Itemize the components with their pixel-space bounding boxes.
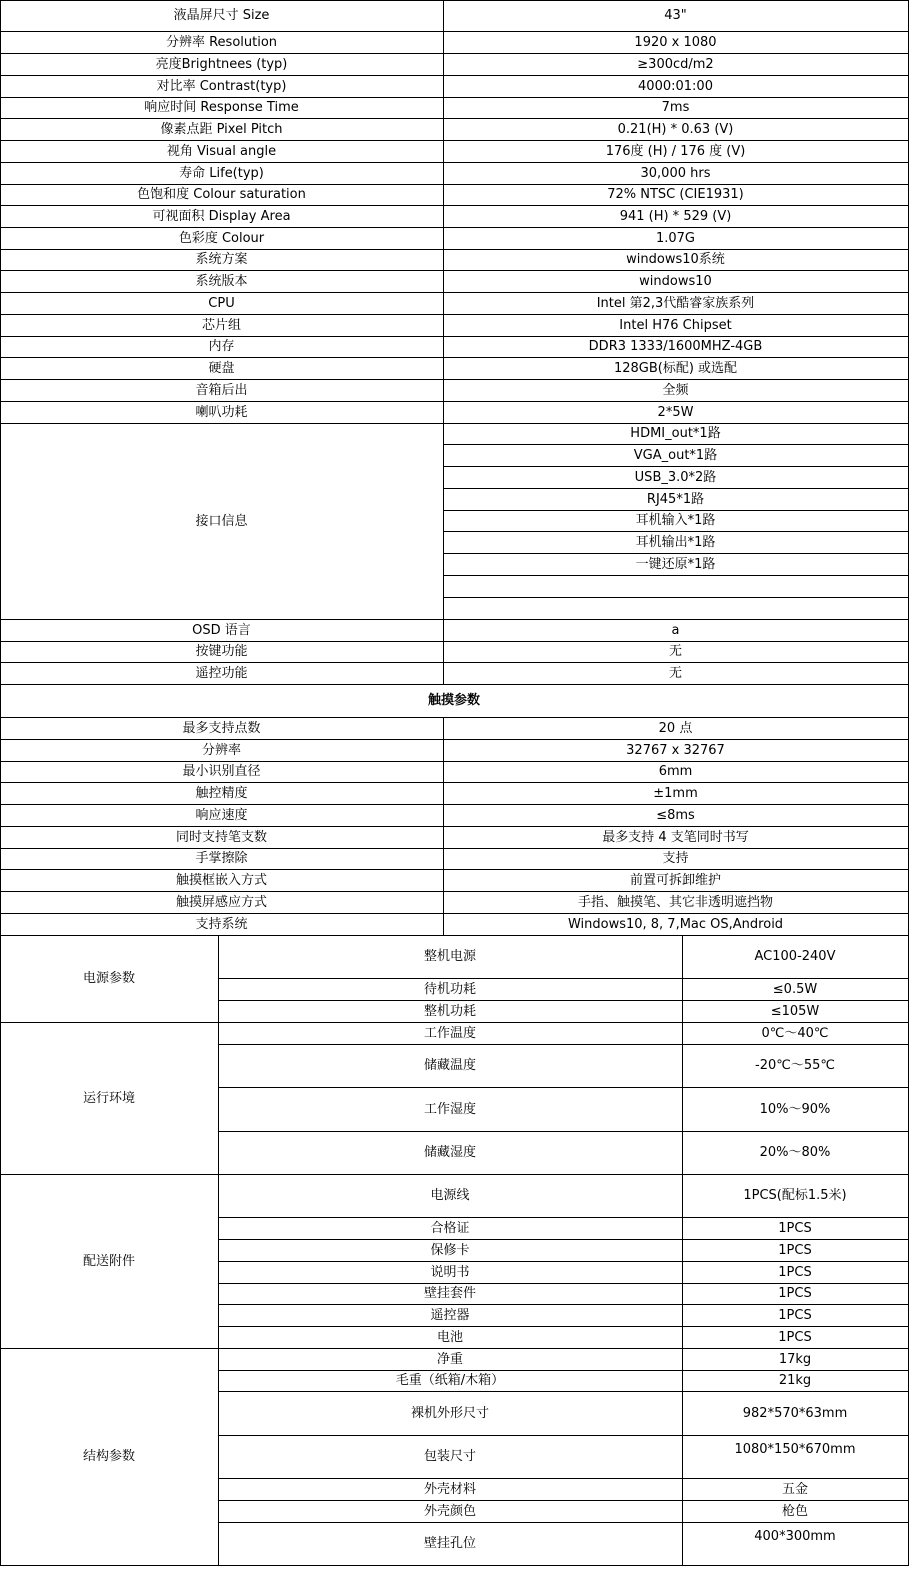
touch-label: 触控精度 xyxy=(195,785,248,801)
spec-label: 内存 xyxy=(208,339,235,354)
spec-label: 可视面积 Display Area xyxy=(152,208,291,224)
group-item-value: 1080*150*670mm xyxy=(734,1442,856,1457)
group-item-label: 裸机外形尺寸 xyxy=(410,1405,489,1421)
spec-value: a xyxy=(671,622,680,638)
spec-label: 喇叭功耗 xyxy=(195,404,248,420)
spec-label: 色饱和度 Colour saturation xyxy=(137,187,306,202)
group-item-value: ≤105W xyxy=(770,1003,820,1019)
group-item-label: 工作湿度 xyxy=(423,1101,476,1117)
grid-line xyxy=(908,891,909,914)
grid-line xyxy=(908,662,909,685)
group-item-value: 1PCS xyxy=(778,1242,812,1258)
grid-line xyxy=(908,826,909,849)
grid-line xyxy=(908,184,909,206)
group-item-value: 17kg xyxy=(778,1351,812,1367)
group-item-value: AC100-240V xyxy=(754,949,836,964)
touch-value: 前置可拆卸维护 xyxy=(629,872,721,888)
grid-line xyxy=(908,804,909,827)
grid-line xyxy=(908,0,909,32)
spec-label: OSD 语言 xyxy=(192,622,251,638)
spec-label: 像素点距 Pixel Pitch xyxy=(160,121,283,137)
spec-label: 对比率 Contrast(typ) xyxy=(156,78,287,94)
group-item-label: 整机电源 xyxy=(423,949,476,964)
spec-value: 全频 xyxy=(662,382,689,398)
spec-value: 无 xyxy=(668,665,682,681)
grid-line xyxy=(908,782,909,805)
group-name: 配送附件 xyxy=(82,1253,135,1269)
spec-value: 7ms xyxy=(661,100,690,115)
grid-line xyxy=(908,379,909,402)
spec-value: Intel 第2,3代酷睿家族系列 xyxy=(596,295,755,311)
spec-value: Intel H76 Chipset xyxy=(619,317,732,333)
grid-line xyxy=(908,162,909,185)
grid-line xyxy=(908,31,909,54)
spec-label: 视角 Visual angle xyxy=(166,143,277,159)
interface-value: 耳机输出*1路 xyxy=(635,534,716,550)
group-item-value: 0℃～40℃ xyxy=(761,1025,829,1041)
grid-line xyxy=(908,336,909,358)
touch-label: 最多支持点数 xyxy=(182,720,261,736)
group-item-label: 外壳材料 xyxy=(423,1481,476,1497)
group-item-label: 净重 xyxy=(436,1351,463,1367)
grid-line xyxy=(908,270,909,293)
group-item-label: 工作温度 xyxy=(423,1025,476,1041)
grid-line xyxy=(0,1565,909,1566)
interface-value: RJ45*1路 xyxy=(646,491,705,507)
grid-line xyxy=(908,1348,909,1566)
interface-value: VGA_out*1路 xyxy=(633,447,718,463)
grid-line xyxy=(908,761,909,783)
interface-value: 耳机输入*1路 xyxy=(635,513,716,528)
grid-line xyxy=(908,717,909,740)
touch-value: 支持 xyxy=(662,851,689,866)
spec-label: 系统方案 xyxy=(195,252,248,267)
touch-value: 最多支持 4 支笔同时书写 xyxy=(602,829,749,845)
grid-line xyxy=(908,401,909,424)
group-item-label: 电池 xyxy=(436,1329,463,1345)
group-item-value: 1PCS xyxy=(778,1220,812,1236)
spec-value: 176度 (H) / 176 度 (V) xyxy=(605,143,746,159)
group-item-value: 21kg xyxy=(778,1373,812,1388)
group-item-value: 10%～90% xyxy=(759,1101,831,1117)
grid-line xyxy=(908,848,909,870)
group-item-label: 储藏温度 xyxy=(423,1058,476,1073)
interface-value xyxy=(443,575,908,597)
spec-value: 128GB(标配) 或选配 xyxy=(613,360,738,376)
group-item-label: 保修卡 xyxy=(430,1242,470,1258)
group-item-value: 1PCS xyxy=(778,1264,812,1280)
spec-label: 亮度Brightnees (typ) xyxy=(155,56,288,72)
spec-label: 系统版本 xyxy=(195,273,248,289)
grid-line xyxy=(908,619,909,642)
touch-value: 手指、触摸笔、其它非透明遮挡物 xyxy=(577,894,773,910)
group-item-value: 五金 xyxy=(781,1481,808,1497)
spec-label: 硬盘 xyxy=(208,360,235,376)
spec-label: 色彩度 Colour xyxy=(178,230,265,246)
grid-line xyxy=(908,205,909,228)
touch-label: 最小识别直径 xyxy=(182,764,261,779)
touch-label: 支持系统 xyxy=(195,916,248,932)
group-item-value: 20%～80% xyxy=(759,1145,831,1160)
group-item-value: ≤0.5W xyxy=(772,981,818,997)
touch-label: 响应速度 xyxy=(195,807,248,823)
group-item-label: 电源线 xyxy=(430,1188,470,1203)
spec-label: 按键功能 xyxy=(195,644,248,659)
spec-label: 液晶屏尺寸 Size xyxy=(173,8,270,23)
touch-value: 6mm xyxy=(658,764,693,779)
spec-value: 2*5W xyxy=(657,404,694,420)
touch-label: 触摸框嵌入方式 xyxy=(175,872,267,888)
touch-label: 同时支持笔支数 xyxy=(175,829,267,845)
interface-value: HDMI_out*1路 xyxy=(630,426,721,441)
group-item-label: 包装尺寸 xyxy=(423,1449,476,1464)
spec-label: 分辨率 Resolution xyxy=(165,34,278,50)
group-item-label: 遥控器 xyxy=(430,1307,470,1323)
spec-label: 芯片组 xyxy=(201,317,241,333)
grid-line xyxy=(908,739,909,762)
group-item-value: 1PCS(配标1.5米) xyxy=(743,1188,847,1203)
group-item-value: 1PCS xyxy=(778,1329,812,1345)
group-item-value: 1PCS xyxy=(778,1286,812,1301)
group-item-label: 待机功耗 xyxy=(423,981,476,997)
grid-line xyxy=(908,140,909,163)
group-item-value: 982*570*63mm xyxy=(742,1405,848,1421)
group-item-label: 壁挂套件 xyxy=(423,1286,476,1301)
touch-value: 32767 x 32767 xyxy=(626,742,725,758)
group-item-value: 400*300mm xyxy=(754,1529,836,1544)
spec-value: windows10 xyxy=(639,273,712,289)
group-item-value: 枪色 xyxy=(781,1503,808,1519)
grid-line xyxy=(908,935,909,1023)
spec-value: 43" xyxy=(664,8,687,23)
spec-label: 遥控功能 xyxy=(195,665,248,681)
spec-value: 4000:01:00 xyxy=(638,78,713,94)
touch-label: 手掌擦除 xyxy=(195,851,248,866)
grid-line xyxy=(908,292,909,315)
grid-line xyxy=(908,314,909,337)
group-item-value: 1PCS xyxy=(778,1307,812,1323)
spec-value: 72% NTSC (CIE1931) xyxy=(607,187,744,202)
interface-value: 一键还原*1路 xyxy=(635,556,716,572)
spec-value: 1920 x 1080 xyxy=(634,34,717,50)
grid-line xyxy=(908,118,909,141)
spec-value: ≥300cd/m2 xyxy=(637,56,714,72)
grid-line xyxy=(908,97,909,119)
grid-line xyxy=(908,913,909,936)
group-item-label: 整机功耗 xyxy=(423,1003,476,1019)
spec-value: windows10系统 xyxy=(626,252,725,267)
grid-line xyxy=(908,249,909,271)
interface-value: USB_3.0*2路 xyxy=(634,469,717,485)
touch-label: 触摸屏感应方式 xyxy=(175,894,267,910)
section-title: 触摸参数 xyxy=(427,693,480,708)
touch-value: ≤8ms xyxy=(656,807,695,823)
spec-value: 941 (H) * 529 (V) xyxy=(619,208,732,224)
grid-line xyxy=(908,684,909,718)
spec-label: 寿命 Life(typ) xyxy=(179,165,264,181)
grid-line xyxy=(908,227,909,250)
group-item-label: 壁挂孔位 xyxy=(423,1536,476,1551)
touch-label: 分辨率 xyxy=(201,742,241,758)
grid-line xyxy=(908,423,909,620)
spec-value: 30,000 hrs xyxy=(640,165,711,181)
group-item-label: 毛重（纸箱/木箱） xyxy=(395,1373,505,1388)
spec-label: 音箱后出 xyxy=(195,382,248,398)
spec-value: DDR3 1333/1600MHZ-4GB xyxy=(588,339,763,354)
grid-line xyxy=(908,641,909,663)
group-name: 电源参数 xyxy=(82,971,135,986)
group-item-label: 说明书 xyxy=(430,1264,470,1280)
group-name: 结构参数 xyxy=(82,1449,135,1464)
spec-value: 无 xyxy=(668,644,682,659)
group-item-label: 储藏湿度 xyxy=(423,1145,476,1160)
spec-value: 1.07G xyxy=(655,230,696,246)
grid-line xyxy=(908,53,909,76)
spec-label: 响应时间 Response Time xyxy=(144,100,299,115)
grid-line xyxy=(908,869,909,892)
grid-line xyxy=(908,357,909,380)
spec-value: 0.21(H) * 0.63 (V) xyxy=(617,121,734,137)
group-item-label: 合格证 xyxy=(430,1220,470,1236)
grid-line xyxy=(908,75,909,98)
spec-label: CPU xyxy=(208,295,235,311)
touch-value: 20 点 xyxy=(658,720,693,736)
group-item-label: 外壳颜色 xyxy=(423,1503,476,1519)
interface-value xyxy=(443,597,908,619)
touch-value: ±1mm xyxy=(653,785,698,801)
group-item-value: -20℃～55℃ xyxy=(755,1058,835,1073)
interface-label: 接口信息 xyxy=(195,513,248,529)
touch-value: Windows10, 8, 7,Mac OS,Android xyxy=(567,916,784,932)
group-name: 运行环境 xyxy=(82,1090,135,1106)
